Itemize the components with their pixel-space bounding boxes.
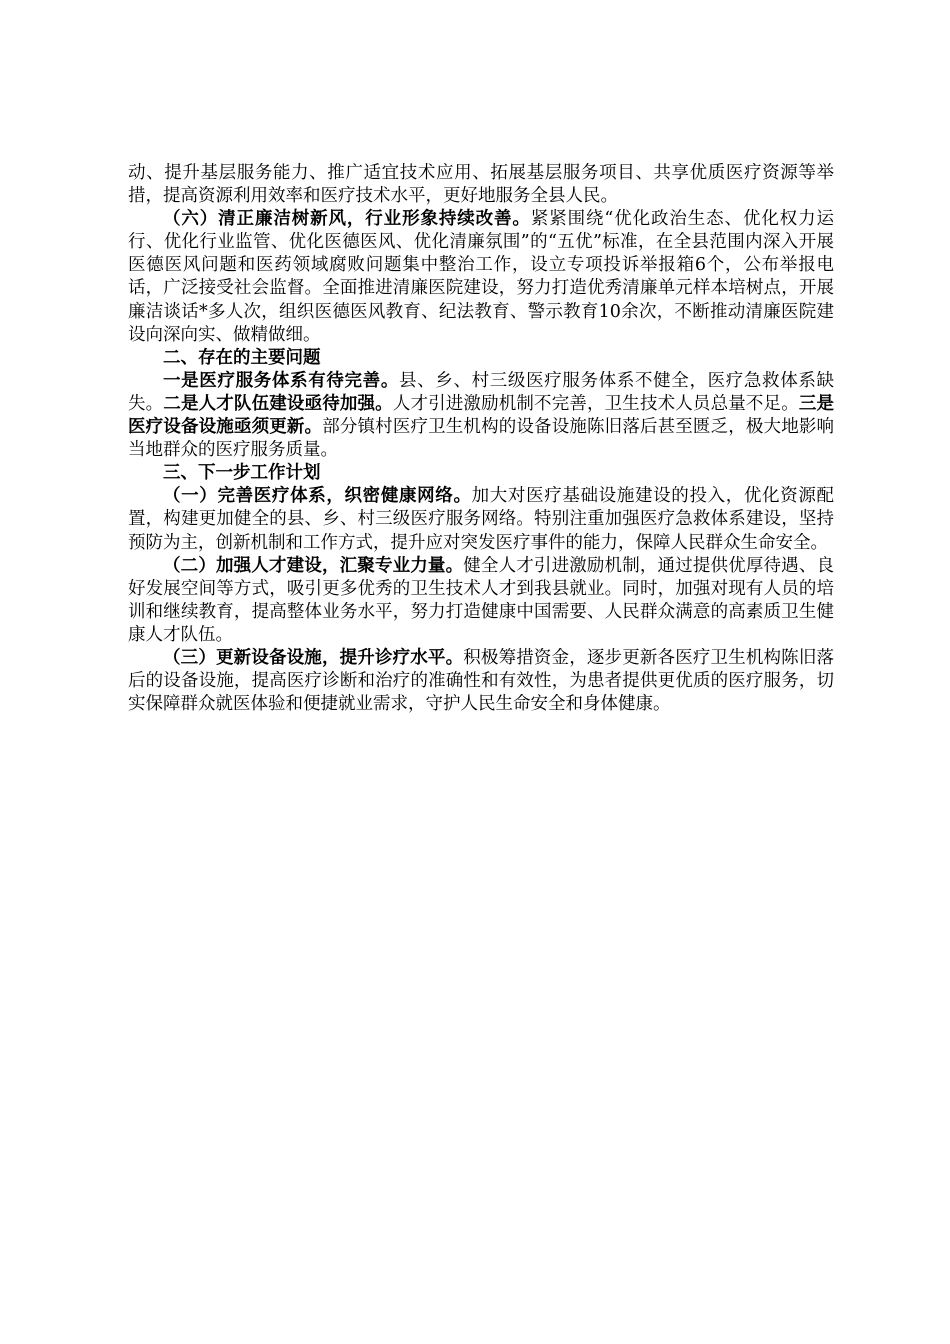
problem-text-3: 部分镇村医疗卫生机构的设备设施陈旧落后甚至匮乏，极大地影响当地群众的医疗服务质量。	[128, 417, 835, 461]
paragraph-plan-3	[128, 647, 834, 716]
paragraph-lead: （六）清正廉洁树新风，行业形象持续改善。	[163, 209, 531, 230]
paragraph-problems	[128, 370, 834, 462]
paragraph-text: 健全人才引进激励机制，通过提供优厚待遇、良好发展空间等方式，吸引更多优秀的卫生技术人才到我县就业。同时，加强对现有人员的培训和继续教育，提高整体业务水平，努力打造健康中国需要、人民群众满意的高素质卫生健康人才队伍。	[128, 555, 835, 645]
paragraph-text: 紧紧围绕“优化政治生态、优化权力运行、优化行业监管、优化医德医风、优化清廉氛围”的“五优”标准，在全县范围内深入开展医德医风问题和医药领域腐败问题集中整治工作，设立专项投诉举报箱6个，公布举报电话，广泛接受社会监督。全面推进清廉医院建设，努力打造优秀清廉单元样本培树点，开展廉洁谈话*多人次，组织医德医风教育、纪法教育、警示教育10余次，不断推动清廉医院建设向深向实、做精做细。	[128, 209, 835, 345]
problem-text-2: 人才引进激励机制不完善，卫生技术人员总量不足。	[392, 393, 799, 414]
paragraph-plan-2	[128, 555, 834, 647]
section-heading-plan: 三、下一步工作计划	[163, 463, 321, 484]
paragraph-plan-1	[128, 485, 834, 554]
paragraph-text: 积极筹措资金，逐步更新各医疗卫生机构陈旧落后的设备设施，提高医疗诊断和治疗的准确性和有效性，为患者提供更优质的医疗服务，切实保障群众就医体验和便捷就业需求，守护人民生命安全和身体健康。	[128, 647, 835, 715]
document-page	[128, 162, 834, 716]
problem-lead-3: 三是医疗设备设施亟须更新。	[128, 393, 835, 438]
problem-lead-2: 二是人才队伍建设亟待加强。	[163, 393, 393, 414]
paragraph-integrity	[128, 208, 834, 347]
paragraph-lead: （二）加强人才建设，汇聚专业力量。	[163, 555, 464, 576]
section-heading-problems: 二、存在的主要问题	[163, 347, 321, 368]
problem-lead-1: 一是医疗服务体系有待完善。	[163, 370, 399, 391]
paragraph-text: 动、提升基层服务能力、推广适宜技术应用、拓展基层服务项目、共享优质医疗资源等举措，提高资源利用效率和医疗技术水平，更好地服务全县人民。	[128, 163, 834, 207]
problem-text-1: 县、乡、村三级医疗服务体系不健全，医疗急救体系缺失。	[128, 370, 835, 414]
paragraph-lead: （三）更新设备设施，提升诊疗水平。	[163, 647, 464, 668]
paragraph-continuation	[128, 162, 834, 208]
paragraph-lead: （一）完善医疗体系，织密健康网络。	[163, 486, 472, 507]
paragraph-text: 加大对医疗基础设施建设的投入，优化资源配置，构建更加健全的县、乡、村三级医疗服务网络。特别注重加强医疗急救体系建设，坚持预防为主，创新机制和工作方式，提升应对突发医疗事件的能力，保障人民群众生命安全。	[128, 486, 835, 553]
